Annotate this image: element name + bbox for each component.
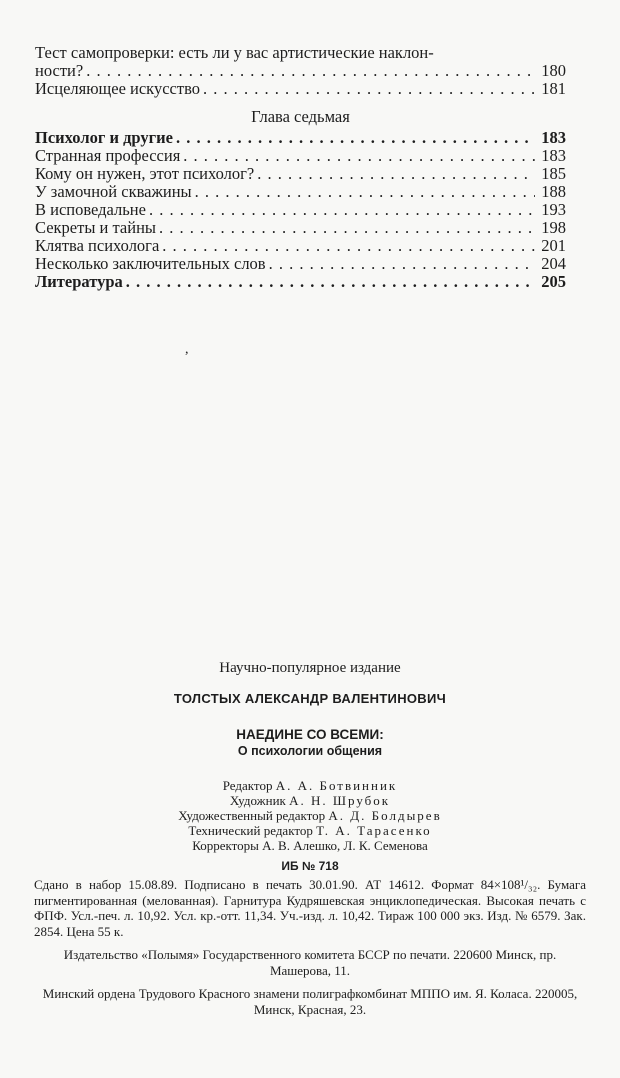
toc-leader-dots	[195, 183, 535, 201]
credit-role: Корректоры	[192, 838, 259, 853]
toc-leader-dots	[176, 129, 535, 147]
stray-mark: ,	[185, 342, 189, 357]
toc-leader-dots	[126, 273, 535, 291]
toc-entry	[35, 273, 566, 291]
toc-entry-title: Клятва психолога	[35, 236, 160, 255]
credit-role: Технический редактор	[188, 823, 313, 838]
author-name: ТОЛСТЫХ АЛЕКСАНДР ВАЛЕНТИНОВИЧ	[173, 691, 447, 706]
toc-entry	[35, 255, 566, 273]
publisher-info: Издательство «Полымя» Государственного комитета БССР по печати. 220600 Минск, пр. Машерова, 11.	[63, 947, 557, 978]
credit-line	[20, 793, 600, 808]
toc-entry-title: Психолог и другие	[35, 128, 173, 147]
credit-name: А. Н. Шрубок	[289, 793, 391, 808]
toc-entry	[35, 219, 566, 237]
toc-entry	[35, 237, 566, 255]
credit-line	[20, 823, 600, 838]
book-subtitle: О психологии общения	[237, 744, 383, 758]
toc-entry-title: Несколько заключительных слов	[35, 254, 266, 273]
technical-info: Сдано в набор 15.08.89. Подписано в печать 30.01.90. АТ 14612. Формат 84×108¹/₃₂. Бумага пигментированная (мелованная). Гарнитура Кудряшевская энциклопедическая. Высокая печать с ФПФ. Усл.-печ. л. 10,92. Усл. кр.-отт. 11,34. Уч.-изд. л. 10,42. Тираж 100 000 экз. Изд. № 6579. Зак. 2854. Цена 55 к.	[34, 877, 586, 939]
toc-entry-title: Тест самопроверки: есть ли у вас артистические наклон-	[35, 43, 434, 62]
credit-name: Т. А. Тарасенко	[316, 823, 432, 838]
credit-line	[20, 838, 600, 853]
toc-leader-dots	[162, 237, 535, 255]
toc-entry-page: 204	[541, 254, 566, 273]
toc-entry	[35, 165, 566, 183]
toc-entry-page: 193	[541, 200, 566, 219]
credit-role: Редактор	[222, 778, 273, 793]
toc-entry-page: 188	[541, 182, 566, 201]
toc-entry-page: 180	[541, 61, 566, 80]
credit-role: Художественный редактор	[178, 808, 326, 823]
toc-leader-dots	[257, 165, 535, 183]
toc-entry-page: 205	[541, 272, 566, 291]
table-of-contents	[35, 44, 566, 291]
edition-type: Научно-популярное издание	[219, 660, 401, 676]
toc-entry-title: Исцеляющее искусство	[35, 79, 200, 98]
toc-entry-page: 201	[541, 236, 566, 255]
toc-leader-dots	[269, 255, 535, 273]
ib-number: ИБ № 718	[281, 859, 339, 873]
toc-entry	[35, 183, 566, 201]
toc-entry-page: 183	[541, 128, 566, 147]
toc-leader-dots	[203, 80, 535, 98]
credit-line	[20, 778, 600, 793]
toc-entry-page: 185	[541, 164, 566, 183]
book-title: НАЕДИНЕ СО ВСЕМИ:	[236, 727, 384, 742]
toc-leader-dots	[149, 201, 535, 219]
toc-entry	[35, 80, 566, 98]
toc-leader-dots	[183, 147, 535, 165]
toc-entry-page: 198	[541, 218, 566, 237]
printer-info: Минский ордена Трудового Красного знамени полиграфкомбинат МППО им. Я. Коласа. 220005, Минск, Красная, 23.	[42, 986, 578, 1017]
chapter-heading: Глава седьмая	[251, 107, 350, 126]
credit-line	[20, 808, 600, 823]
toc-entry-title: ности?	[35, 61, 84, 80]
toc-leader-dots	[159, 219, 535, 237]
toc-entry-page: 183	[541, 146, 566, 165]
toc-entry	[35, 201, 566, 219]
toc-entry-title: У замочной скважины	[35, 182, 192, 201]
credits-block	[20, 778, 600, 853]
credit-name: А. А. Ботвинник	[275, 778, 398, 793]
toc-entry-title: Секреты и тайны	[35, 218, 156, 237]
credit-role: Художник	[229, 793, 286, 808]
toc-entry-title: В исповедальне	[35, 200, 146, 219]
toc-entry	[35, 62, 566, 80]
colophon	[20, 660, 600, 1017]
toc-entry	[35, 129, 566, 147]
credit-name: А. Д. Болдырев	[328, 808, 442, 823]
toc-entry-page: 181	[541, 79, 566, 98]
credit-name: А. В. Алешко, Л. К. Семенова	[262, 838, 428, 853]
toc-entry-title: Кому он нужен, этот психолог?	[35, 164, 255, 183]
toc-entry-title: Странная профессия	[35, 146, 181, 165]
toc-entry-title: Литература	[35, 272, 123, 291]
toc-entry	[35, 147, 566, 165]
toc-leader-dots	[86, 62, 535, 80]
